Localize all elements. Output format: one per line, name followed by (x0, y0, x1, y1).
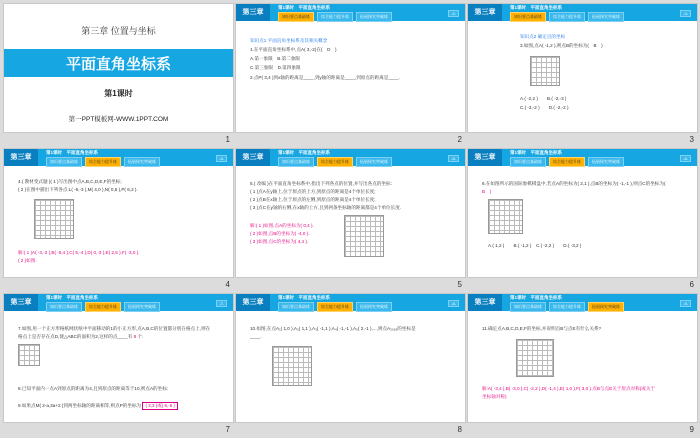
lesson-subtitle: 第1课时 平面直角坐标系 (510, 295, 563, 300)
page-indicator[interactable]: -9- (680, 300, 691, 307)
chapter-badge: 第三章 (468, 294, 502, 311)
answer-text: B ) (482, 189, 492, 194)
question-text: 8.已知平面内一点A到原点的距离为4,且到原点的距离等于10,则点A的坐标: (18, 386, 169, 391)
grid-figure (18, 344, 40, 366)
slide-number: 4 (225, 280, 230, 289)
option-line: A.第一象限 B.第二象限 (250, 56, 301, 61)
section-tabs (510, 12, 624, 22)
tab-basic[interactable]: 知识要点基础练 (510, 157, 546, 167)
question-text: 7.如图,用一个正方形格纸网状纸中平面移动的1的小正方形,点A,B,C的位置都分别在格点上,则在 (18, 326, 211, 331)
slide-header (4, 149, 233, 166)
page-indicator[interactable]: -5- (448, 155, 459, 162)
tab-ability[interactable]: 综合能力提升练 (85, 302, 121, 312)
slide-number: 8 (457, 425, 462, 434)
slide-canvas (3, 3, 234, 133)
question-text: 4.( 教材变式题 )( 1 )写出图中点A,B,C,D,E,F的坐标; (18, 179, 122, 184)
question-text: ( 2 )在图中描出下列各点:L( -5,-3 ),M( 4,0 ),N( 0,5 ),P( 6,2 ). (18, 187, 138, 192)
tab-ability[interactable]: 综合能力提升练 (317, 12, 353, 22)
slide-thumbnail-2[interactable] (235, 3, 466, 147)
question-text: ( 1 )点A在y轴上,位于原点的上方,到原点的距离是4个单位长度; (250, 189, 376, 194)
tab-ability[interactable]: 综合能力提升练 (549, 302, 585, 312)
slide-header (468, 149, 697, 166)
answer-text: ( 2 )如图. (18, 258, 37, 263)
option-line: A.( -2,2 ) B.( -2,-3 ) (520, 96, 567, 101)
slide-header (468, 294, 697, 311)
question-text: ( 2 )点B在x轴上,位于原点的左侧,到原点的距离是4个单位长度; (250, 197, 376, 202)
tab-basic[interactable]: 知识要点基础练 (46, 302, 82, 312)
question-text (18, 334, 143, 340)
slide-number: 9 (689, 425, 694, 434)
chapter-badge: 第三章 (4, 294, 38, 311)
lesson-label: 第1课时 (104, 89, 133, 98)
tab-basic[interactable]: 知识要点基础练 (510, 302, 546, 312)
slide-thumbnail-5[interactable] (235, 148, 466, 292)
slide-canvas (235, 3, 466, 133)
tab-basic[interactable]: 知识要点基础练 (510, 12, 546, 22)
lesson-subtitle: 第1课时 平面直角坐标系 (278, 295, 331, 300)
lesson-subtitle: 第1课时 平面直角坐标系 (46, 150, 99, 155)
section-tabs (510, 302, 624, 312)
spiral-grid (272, 346, 312, 386)
slide-thumbnail-7[interactable] (3, 293, 234, 437)
slide-thumbnail-6[interactable] (467, 148, 698, 292)
section-tabs (510, 157, 624, 167)
lesson-subtitle: 第1课时 平面直角坐标系 (278, 150, 331, 155)
question-text: 10.如图,在点A₁( 1,0 ),A₂( 1,1 ),A₃( -1,1 ),A₄( -1,-1 ),A₅( 2,-1 ),...,则点A₂₀₁₉的坐标是 (250, 326, 416, 331)
slide-canvas (3, 293, 234, 423)
coordinate-grid (34, 199, 74, 239)
slide-number: 7 (225, 425, 230, 434)
slide-header (4, 294, 233, 311)
tab-basic[interactable]: 知识要点基础练 (278, 302, 314, 312)
answer-tag: ( 3,3 )或( 6,-6 ) (142, 402, 178, 410)
slide-thumbnail-3[interactable] (467, 3, 698, 147)
question-text: 5.( 改编 )在平面直角坐标系中,指出下列各点的位置,并写出各点的坐标: (250, 181, 392, 186)
page-indicator[interactable]: -7- (216, 300, 227, 307)
slide-canvas (3, 148, 234, 278)
question-text: 1.在平面直角坐标系中,点A( 3,-2)在( D ) (250, 47, 337, 52)
coordinate-grid (530, 56, 560, 86)
page-indicator[interactable]: -4- (216, 155, 227, 162)
slide-canvas (467, 293, 698, 423)
lesson-subtitle: 第1课时 平面直角坐标系 (46, 295, 99, 300)
tab-basic[interactable]: 知识要点基础练 (46, 157, 82, 167)
chapter-badge: 第三章 (468, 149, 502, 166)
tab-explore[interactable]: 拓展探究突破练 (356, 302, 392, 312)
coordinate-grid (344, 215, 384, 257)
slide-canvas (467, 148, 698, 278)
section-tabs (278, 12, 392, 22)
slide-number: 5 (457, 280, 462, 289)
tab-explore[interactable]: 拓展探究突破练 (124, 157, 160, 167)
tab-explore[interactable]: 拓展探究突破练 (588, 12, 624, 22)
question-text: 6.在如图所示的国际象棋棋盘中,若点A的坐标为( 2,1 ),点B的坐标为( -1,-1 ),则点C的坐标为( (482, 181, 666, 186)
question-fragment: 9.如果点M( 2-a,3a+2 )到两坐标轴的距离相等,则点P的坐标为 (18, 403, 142, 408)
question-fragment: 格点上是否存在点D,使△ABC的面积为2,这样的点____有 (18, 334, 133, 339)
slide-thumbnail-9[interactable] (467, 293, 698, 437)
tab-explore[interactable]: 拓展探究突破练 (124, 302, 160, 312)
chapter-title: 第三章 位置与坐标 (81, 26, 156, 36)
chapter-badge: 第三章 (4, 149, 38, 166)
tab-ability[interactable]: 综合能力提升练 (85, 157, 121, 167)
chapter-badge: 第三章 (236, 4, 270, 21)
page-indicator[interactable]: -8- (448, 300, 459, 307)
slide-number: 1 (225, 135, 230, 144)
answer-text: ( 3 )如图,点C的坐标为( 4,4 ). (250, 239, 309, 244)
page-indicator[interactable]: -3- (680, 10, 691, 17)
answer-text: 解:A( -3,4 ),B( -3,0 ),C( -2,2 ),D( -1,4 ),E( 1,0 ),F( 3,0 ).点B与点E关于原点对称(或关于 (482, 386, 656, 391)
chapter-badge: 第三章 (236, 149, 270, 166)
slide-thumbnail-1[interactable] (3, 3, 234, 147)
lesson-subtitle: 第1课时 平面直角坐标系 (510, 150, 563, 155)
option-line: C.( -3,-2 ) D.( -2,-2 ) (520, 105, 569, 110)
question-text: ____. (250, 334, 262, 339)
slide-number: 2 (457, 135, 462, 144)
question-tail: 个. (137, 334, 144, 339)
section-tabs (278, 302, 392, 312)
section-tabs (278, 157, 392, 167)
answer-value: 8 (133, 334, 137, 339)
tab-ability[interactable]: 综合能力提升练 (549, 157, 585, 167)
lesson-subtitle: 第1课时 平面直角坐标系 (278, 5, 331, 10)
tab-explore[interactable]: 拓展探究突破练 (356, 157, 392, 167)
answer-text: 解:( 1 )A( -3,-2 ),B( -5,4 ),C( 5,-4 ),D( 0,-3 ),E( 2,5 ),F( -3,0 ). (18, 250, 140, 255)
chapter-badge: 第三章 (468, 4, 502, 21)
slide-canvas (235, 293, 466, 423)
tab-explore[interactable]: 拓展探究突破练 (588, 157, 624, 167)
option-line: C.第三象限 D.第四象限 (250, 65, 301, 70)
slide-thumbnail-4[interactable] (3, 148, 234, 292)
slide-thumbnail-8[interactable] (235, 293, 466, 437)
page-indicator[interactable]: -2- (448, 10, 459, 17)
coordinate-grid (516, 339, 554, 377)
page-indicator[interactable]: -6- (680, 155, 691, 162)
slide-header (468, 4, 697, 21)
knowledge-point: 知识点2 确定点的坐标 (520, 34, 566, 39)
answer-text: 解:( 1 )如图,点A的坐标为( 0,4 ). (250, 223, 314, 228)
answer-text: 坐标轴对称) (482, 394, 507, 399)
section-tabs (46, 302, 160, 312)
tab-explore[interactable]: 拓展探究突破练 (588, 302, 624, 312)
chapter-badge: 第三章 (236, 294, 270, 311)
tab-ability[interactable]: 综合能力提升练 (317, 157, 353, 167)
slide-title: 平面直角坐标系 (65, 56, 171, 73)
chessboard-grid (488, 199, 523, 234)
answer-text: ( 2 )如图,点B的坐标为( -4,0 ). (250, 231, 310, 236)
slide-header (236, 4, 465, 21)
slide-number: 6 (689, 280, 694, 289)
slide-header (236, 294, 465, 311)
slide-number: 3 (689, 135, 694, 144)
tab-ability[interactable]: 综合能力提升练 (549, 12, 585, 22)
slide-canvas (467, 3, 698, 133)
tab-explore[interactable]: 拓展探究突破练 (356, 12, 392, 22)
question-text: ( 3 )点C在y轴的右侧,在x轴的上方,且到两条坐标轴的距离都是4个单位长度. (250, 205, 402, 210)
tab-ability[interactable]: 综合能力提升练 (317, 302, 353, 312)
question-text: 11.确定点A,B,C,D,E,F的坐标,并说明点B与点E有什么关系? (482, 326, 602, 331)
section-tabs (46, 157, 160, 167)
lesson-subtitle: 第1课时 平面直角坐标系 (510, 5, 563, 10)
knowledge-point: 知识点1 平面直角坐标系及其相关概念 (250, 38, 328, 43)
tab-basic[interactable]: 知识要点基础练 (278, 12, 314, 22)
site-url: 第一PPT模板网-WWW.1PPT.COM (68, 116, 169, 123)
slide-canvas (235, 148, 466, 278)
option-line: A.( 1,2 ) B.( -1,2 ) C.( -2,2 ) D.( -3,2 ) (488, 243, 582, 248)
slide-header (236, 149, 465, 166)
question-text: 3.如图,点A( -1,2 ),则点B的坐标为( B ) (520, 43, 603, 48)
tab-basic[interactable]: 知识要点基础练 (278, 157, 314, 167)
question-text: 2.点P( 3,4 )到x轴的距离是____,到y轴的距离是____,到原点的距离是____. (250, 75, 400, 80)
question-text (18, 402, 178, 410)
